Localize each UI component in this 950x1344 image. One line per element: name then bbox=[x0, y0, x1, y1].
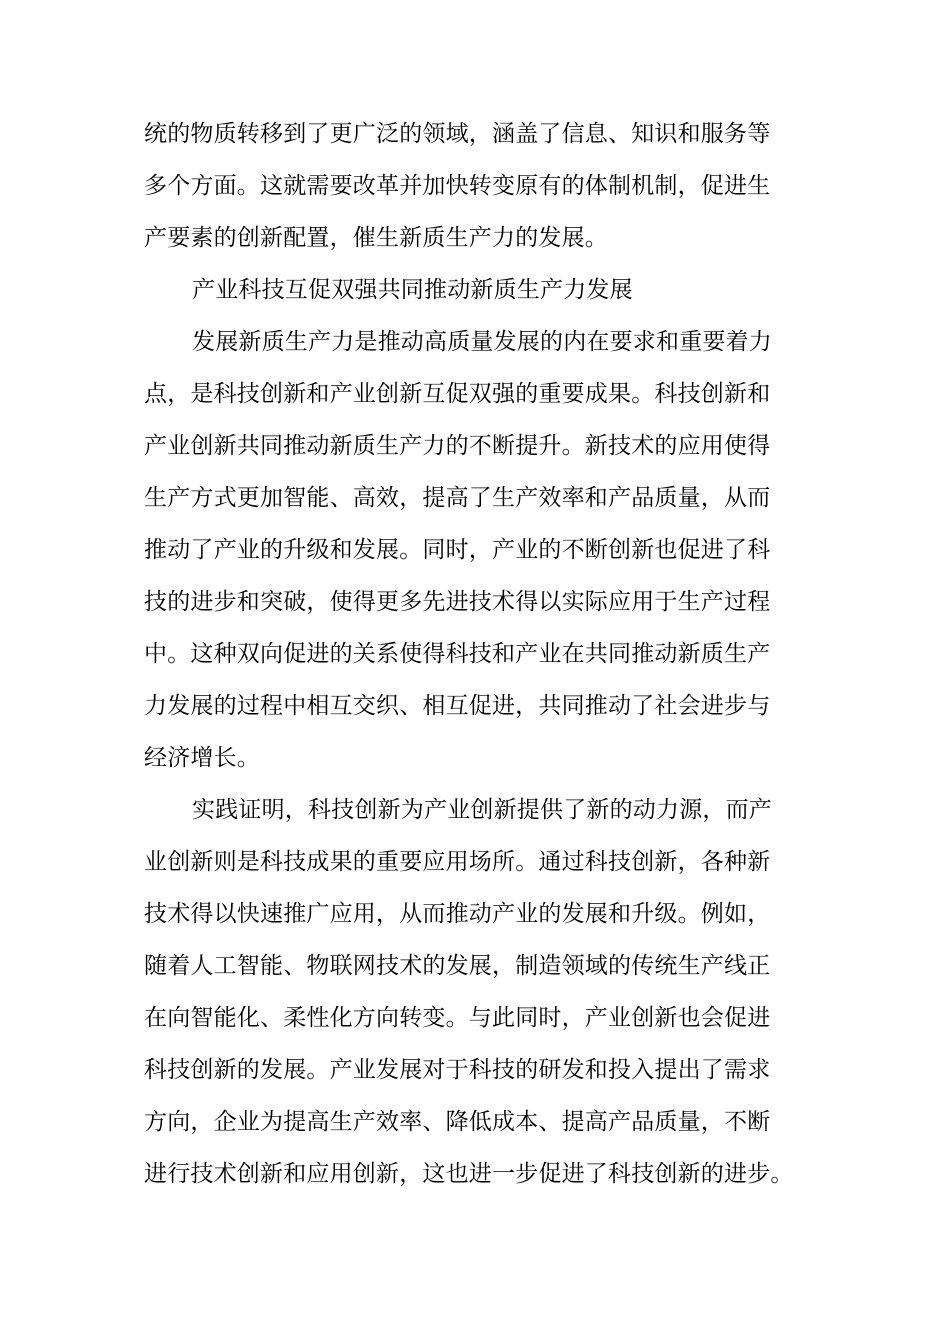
text-line: 统的物质转移到了更广泛的领域，涵盖了信息、知识和服务等 bbox=[144, 121, 771, 147]
text-line: 业创新则是科技成果的重要应用场所。通过科技创新，各种新 bbox=[144, 849, 771, 875]
text-line: 随着人工智能、物联网技术的发展，制造领域的传统生产线正 bbox=[144, 953, 771, 979]
text-line: 产业创新共同推动新质生产力的不断提升。新技术的应用使得 bbox=[144, 433, 771, 459]
text-line: 多个方面。这就需要改革并加快转变原有的体制机制，促进生 bbox=[144, 173, 771, 199]
text-line: 生产方式更加智能、高效，提高了生产效率和产品质量，从而 bbox=[144, 485, 771, 511]
text-line: 技术得以快速推广应用，从而推动产业的发展和升级。例如， bbox=[144, 901, 771, 927]
text-line: 科技创新的发展。产业发展对于科技的研发和投入提出了需求 bbox=[144, 1057, 771, 1083]
text-line: 技的进步和突破，使得更多先进技术得以实际应用于生产过程 bbox=[144, 589, 771, 615]
text-line: 产要素的创新配置，催生新质生产力的发展。 bbox=[144, 225, 608, 251]
text-line: 推动了产业的升级和发展。同时，产业的不断创新也促进了科 bbox=[144, 537, 771, 563]
text-line: 在向智能化、柔性化方向转变。与此同时，产业创新也会促进 bbox=[144, 1005, 771, 1031]
text-line: 中。这种双向促进的关系使得科技和产业在共同推动新质生产 bbox=[144, 641, 771, 667]
text-line: 力发展的过程中相互交织、相互促进，共同推动了社会进步与 bbox=[144, 693, 771, 719]
text-line: 实践证明，科技创新为产业创新提供了新的动力源，而产 bbox=[192, 797, 772, 823]
text-line: 点，是科技创新和产业创新互促双强的重要成果。科技创新和 bbox=[144, 381, 771, 407]
text-line: 方向，企业为提高生产效率、降低成本、提高产品质量，不断 bbox=[144, 1109, 771, 1135]
text-line: 经济增长。 bbox=[144, 745, 260, 771]
section-heading: 产业科技互促双强共同推动新质生产力发展 bbox=[192, 277, 633, 303]
text-line: 进行技术创新和应用创新，这也进一步促进了科技创新的进步。 bbox=[144, 1161, 794, 1187]
text-line: 发展新质生产力是推动高质量发展的内在要求和重要着力 bbox=[192, 329, 772, 355]
